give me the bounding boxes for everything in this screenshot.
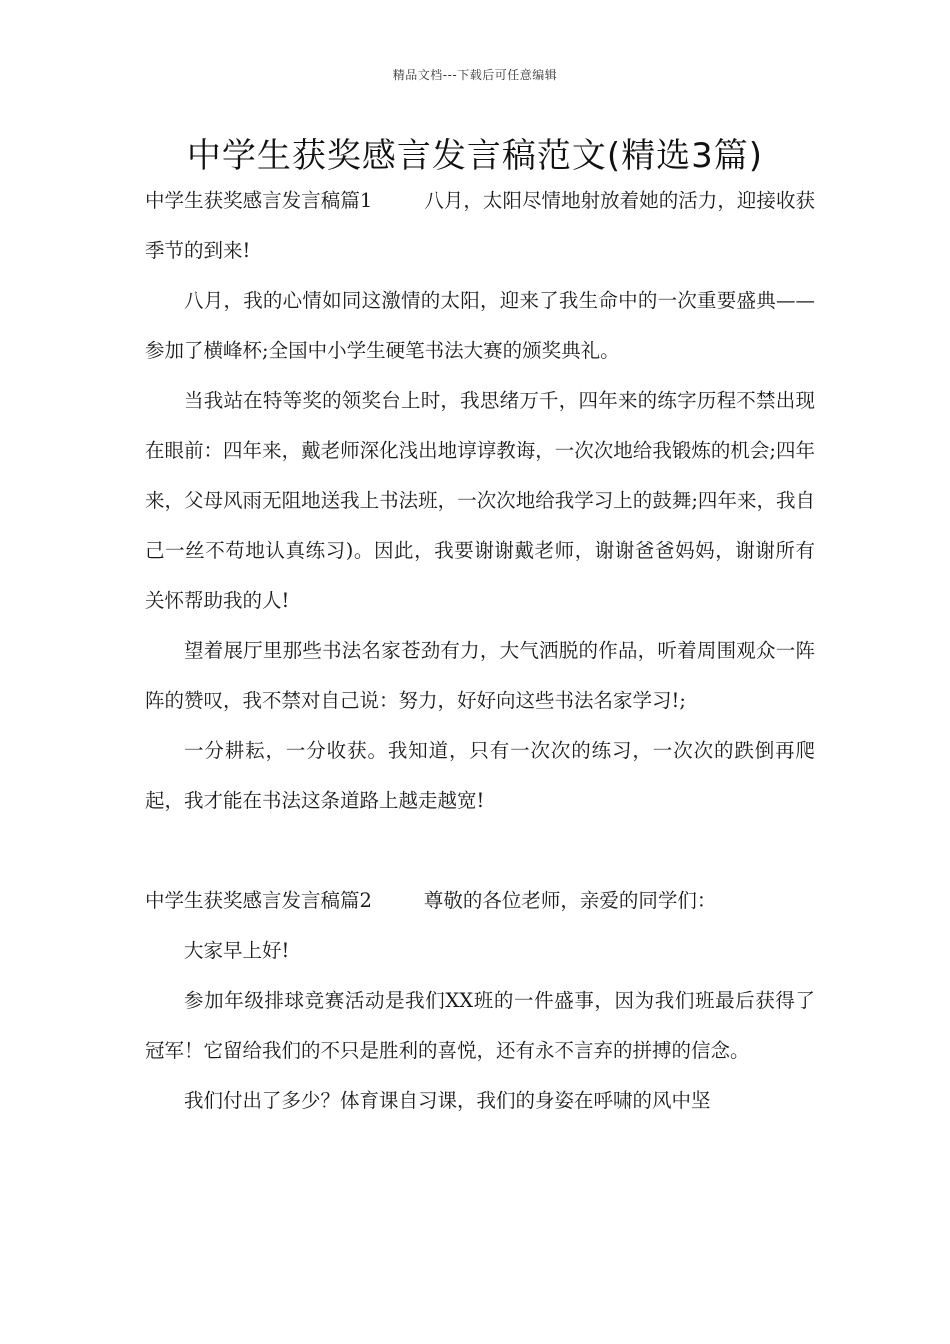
paragraph: 望着展厅里那些书法名家苍劲有力，大气洒脱的作品，听着周围观众一阵阵的赞叹，我不禁对自己说：努力，好好向这些书法名家学习!; bbox=[145, 639, 815, 712]
section-1-label: 中学生获奖感言发言稿篇1 bbox=[145, 189, 373, 212]
section-2-opening: 尊敬的各位老师，亲爱的同学们： bbox=[423, 889, 717, 912]
section-1-heading bbox=[145, 176, 815, 276]
section-1-opening: 八月，太阳尽情地射放着她的活力，迎接收获季节的到来! bbox=[145, 189, 815, 262]
paragraph: 当我站在特等奖的领奖台上时，我思绪万千，四年来的练字历程不禁出现在眼前：四年来，戴老师深化浅出地谆谆教诲，一次次地给我锻炼的机会;四年来，父母风雨无阻地送我上书法班，一次次地给我学习上的鼓舞;四年来，我自己一丝不苟地认真练习)。因此，我要谢谢戴老师，谢谢爸爸妈妈，谢谢所有关怀帮助我的人! bbox=[145, 389, 815, 612]
page-header-note: 精品文档---下载后可任意编辑 bbox=[392, 68, 558, 82]
paragraph: 我们付出了多少？体育课自习课，我们的身姿在呼啸的风中坚 bbox=[184, 1089, 711, 1112]
paragraph: 参加年级排球竞赛活动是我们XX班的一件盛事，因为我们班最后获得了冠军！它留给我们的不只是胜利的喜悦，还有永不言弃的拼搏的信念。 bbox=[145, 989, 815, 1062]
section-2-heading bbox=[145, 876, 815, 926]
section-spacer bbox=[145, 826, 815, 876]
document-body bbox=[145, 176, 815, 1126]
paragraph: 大家早上好! bbox=[184, 939, 290, 962]
paragraph: 一分耕耘，一分收获。我知道，只有一次次的练习，一次次的跌倒再爬起，我才能在书法这条道路上越走越宽! bbox=[145, 739, 815, 812]
section-2-label: 中学生获奖感言发言稿篇2 bbox=[145, 889, 372, 912]
document-title: 中学生获奖感言发言稿范文(精选3篇) bbox=[186, 136, 764, 176]
paragraph: 八月，我的心情如同这激情的太阳，迎来了我生命中的一次重要盛典——参加了横峰杯;全国中小学生硬笔书法大赛的颁奖典礼。 bbox=[145, 289, 815, 362]
